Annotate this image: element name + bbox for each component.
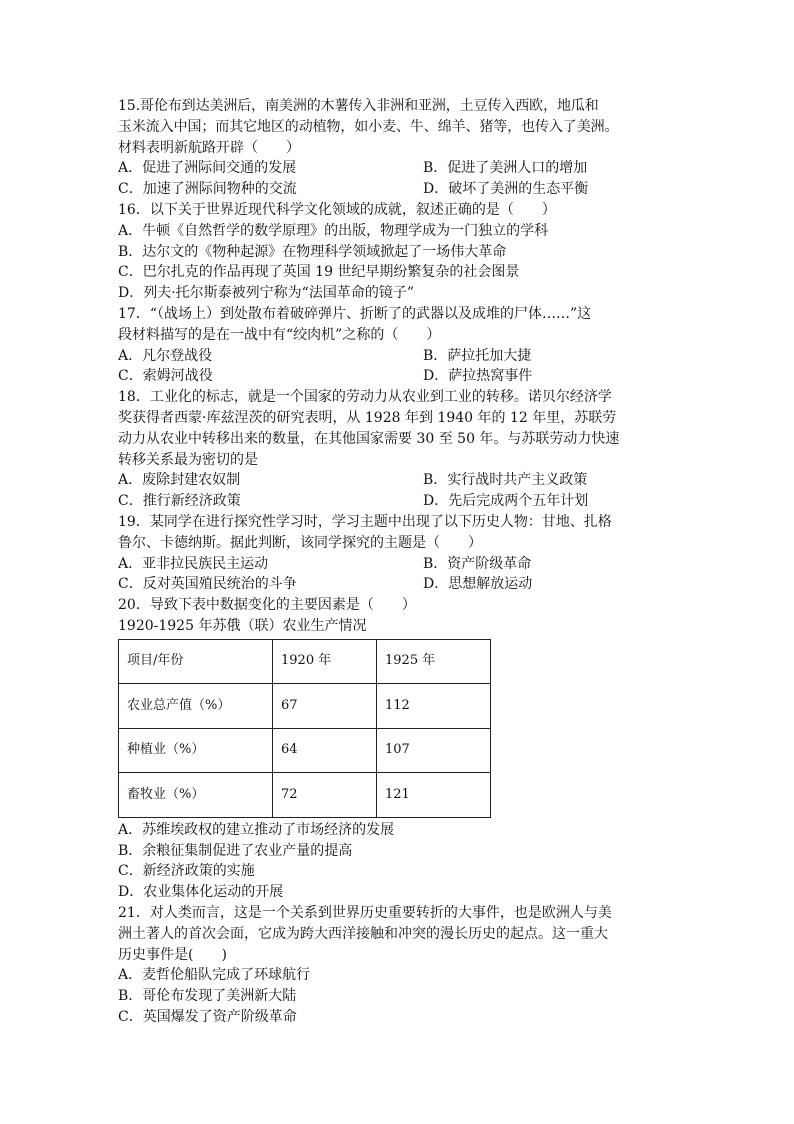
option-row [118,366,678,387]
question-17 [118,304,678,387]
table-cell: 107 [377,728,491,773]
option-c: C．加速了洲际间物种的交流 [118,181,297,198]
question-stem-line: 动力从农业中转移出来的数量，在其他国家需要 30 至 50 年。与苏联劳动力快速 [118,430,620,447]
option-c: C．索姆河战役 [118,368,213,385]
option-c: C．英国爆发了资产阶级革命 [118,1008,297,1025]
option-b: B．哥伦布发现了美洲新大陆 [118,988,297,1005]
option-c: C．新经济政策的实施 [118,863,255,880]
option-d: D．列夫·托尔斯泰被列宁称为“法国革命的镜子” [118,285,414,302]
table-cell: 67 [273,684,377,729]
question-stem-line: 17．“（战场上）到处散布着破碎弹片、折断了的武器以及成堆的尸体……”这 [118,305,592,322]
table-header-cell: 项目/年份 [119,639,273,684]
question-15 [118,96,678,200]
table-cell: 种植业（%） [119,728,273,773]
question-stem-line: 21．对人类而言，这是一个关系到世界历史重要转折的大事件，也是欧洲人与美 [118,904,612,921]
table-cell: 72 [273,773,377,818]
option-a: A．苏维埃政权的建立推动了市场经济的发展 [118,821,395,838]
option-a: A．促进了洲际间交通的发展 [118,160,297,177]
agriculture-table [118,639,491,818]
option-row [118,574,678,595]
option-b: B．萨拉托加大捷 [423,347,532,364]
option-c: C．巴尔扎克的作品再现了英国 19 世纪早期纷繁复杂的社会图景 [118,264,520,281]
option-d: D．破坏了美洲的生态平衡 [423,181,589,198]
table-cell: 农业总产值（%） [119,684,273,729]
question-21 [118,903,678,1028]
question-stem-line: 历史事件是( ) [118,946,227,963]
question-19 [118,512,678,595]
option-b: B．资产阶级革命 [423,555,532,572]
table-caption: 1920-1925 年苏俄（联）农业生产情况 [118,617,367,634]
question-20 [118,595,678,903]
option-d: D．农业集体化运动的开展 [118,884,284,901]
question-stem-line: 16．以下关于世界近现代科学文化领域的成就，叙述正确的是（ ） [118,201,556,218]
option-d: D．思想解放运动 [423,576,533,593]
table-row [119,728,491,773]
option-row [118,491,678,512]
question-stem-line: 19．某同学在进行探究性学习时，学习主题中出现了以下历史人物：甘地、扎格 [118,513,612,530]
question-stem-line: 奖获得者西蒙·库兹涅茨的研究表明，从 1928 年到 1940 年的 12 年里，苏联劳 [118,409,617,426]
option-b: B．余粮征集制促进了农业产量的提高 [118,842,353,859]
question-stem-line: 段材料描写的是在一战中有“绞肉机”之称的（ ） [118,326,441,343]
table-cell: 畜牧业（%） [119,773,273,818]
question-stem-line: 转移关系最为密切的是 [118,451,258,468]
table-cell: 112 [377,684,491,729]
option-a: A．废除封建农奴制 [118,472,241,489]
option-b: B．促进了美洲人口的增加 [423,160,588,177]
question-stem-line: 15.哥伦布到达美洲后，南美洲的木薯传入非洲和亚洲，土豆传入西欧，地瓜和 [118,98,599,114]
question-16 [118,200,678,304]
question-stem-line: 18．工业化的标志，就是一个国家的劳动力从农业到工业的转移。诺贝尔经济学 [118,389,612,406]
question-stem-line: 材料表明新航路开辟（ ） [118,139,300,156]
option-a: A．麦哲伦船队完成了环球航行 [118,967,311,984]
option-d: D．萨拉热窝事件 [423,368,533,385]
question-stem-line: 玉米流入中国；而其它地区的动植物，如小麦、牛、绵羊、猪等，也传入了美洲。 [118,118,619,135]
option-a: A．亚非拉民族民主运动 [118,555,269,572]
table-header-cell: 1920 年 [273,639,377,684]
option-row [118,158,678,179]
table-cell: 121 [377,773,491,818]
question-stem-line: 洲土著人的首次会面，它成为跨大西洋接触和冲突的漫长历史的起点。这一重大 [118,925,608,942]
table-cell: 64 [273,728,377,773]
option-b: B．达尔文的《物种起源》在物理科学领域掀起了一场伟大革命 [118,243,507,260]
option-a: A．牛顿《自然哲学的数学原理》的出版，物理学成为一门独立的学科 [118,222,549,239]
question-18 [118,387,678,512]
option-row [118,179,678,200]
table-header-cell: 1925 年 [377,639,491,684]
option-a: A．凡尔登战役 [118,347,213,364]
option-d: D．先后完成两个五年计划 [423,493,589,510]
option-b: B．实行战时共产主义政策 [423,472,588,489]
table-row [119,773,491,818]
table-header-row [119,639,491,684]
question-stem-line: 鲁尔、卡德纳斯。据此判断，该同学探究的主题是（ ） [118,534,482,551]
question-stem-line: 20．导致下表中数据变化的主要因素是（ ） [118,597,416,614]
table-row [119,684,491,729]
exam-page [118,96,678,1028]
option-row [118,554,678,575]
option-row [118,470,678,491]
option-c: C．反对英国殖民统治的斗争 [118,576,297,593]
option-c: C．推行新经济政策 [118,493,241,510]
option-row [118,346,678,367]
